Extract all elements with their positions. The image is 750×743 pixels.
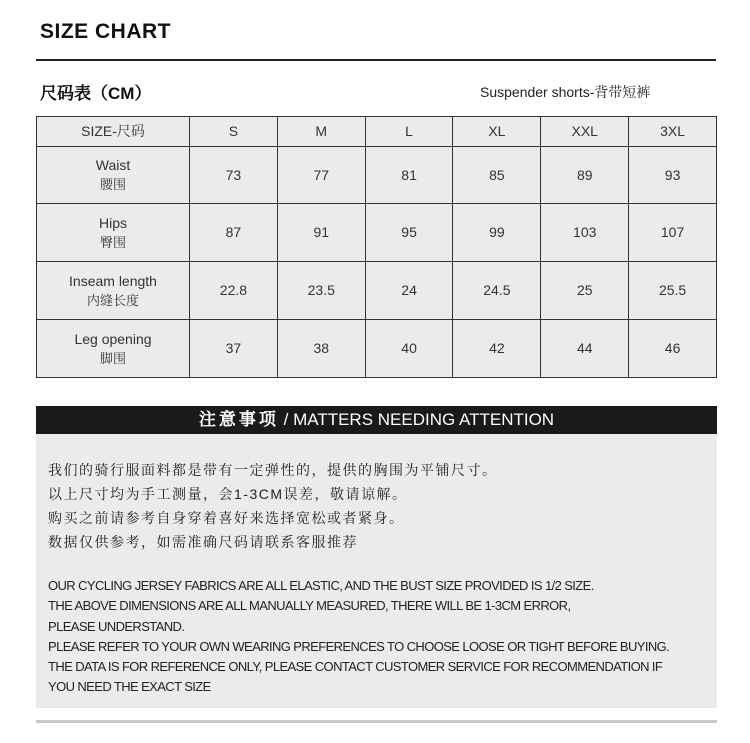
table-cell: 107: [629, 204, 717, 262]
row-label-cell: [37, 146, 190, 204]
table-cell: 25.5: [629, 262, 717, 320]
table-cell: 37: [190, 320, 278, 378]
table-cell: 93: [629, 146, 717, 204]
notice-box: [36, 406, 717, 708]
bottom-divider: [36, 720, 717, 723]
table-row: [37, 320, 717, 378]
notice-en-line: THE ABOVE DIMENSIONS ARE ALL MANUALLY MEASURED, THERE WILL BE 1-3CM ERROR,: [48, 598, 571, 614]
table-cell: 103: [541, 204, 629, 262]
table-cell: 40: [365, 320, 453, 378]
row-label-cell: [37, 262, 190, 320]
notice-cn-line: 购买之前请参考自身穿着喜好来选择宽松或者紧身。: [48, 510, 405, 526]
table-cell: 24: [365, 262, 453, 320]
row-label-cell: [37, 204, 190, 262]
table-cell: 91: [277, 204, 365, 262]
table-row: [37, 262, 717, 320]
page-title: SIZE CHART: [40, 20, 171, 43]
table-cell: 99: [453, 204, 541, 262]
table-cell: 95: [365, 204, 453, 262]
row-label-en: Waist: [95, 157, 131, 174]
notice-title-cn: 注意事项: [198, 410, 279, 429]
table-cell: 42: [453, 320, 541, 378]
table-cell: 22.8: [190, 262, 278, 320]
table-cell: 25: [541, 262, 629, 320]
notice-cn-line: 数据仅供参考，如需准确尺码请联系客服推荐: [48, 534, 358, 550]
size-header-cell: S: [190, 117, 278, 147]
notice-header: [36, 406, 717, 434]
table-cell: 89: [541, 146, 629, 204]
notice-en-line: YOU NEED THE EXACT SIZE: [48, 679, 211, 695]
table-cell: 77: [277, 146, 365, 204]
table-row: [37, 204, 717, 262]
table-header-row: [37, 117, 717, 147]
notice-title-en: / MATTERS NEEDING ATTENTION: [283, 410, 555, 429]
title-divider: [36, 59, 716, 61]
table-cell: 73: [190, 146, 278, 204]
notice-en-line: PLEASE REFER TO YOUR OWN WEARING PREFERENCES TO CHOOSE LOOSE OR TIGHT BEFORE BUYING.: [48, 638, 670, 654]
table-cell: 46: [629, 320, 717, 378]
notice-en-line: OUR CYCLING JERSEY FABRICS ARE ALL ELASTIC, AND THE BUST SIZE PROVIDED IS 1/2 SIZE.: [48, 578, 594, 593]
row-label-cn: 内缝长度: [86, 292, 139, 308]
table-cell: 81: [365, 146, 453, 204]
row-label-cell: [37, 320, 190, 378]
row-label-en: Leg opening: [74, 330, 152, 347]
table-cell: 44: [541, 320, 629, 378]
table-cell: 24.5: [453, 262, 541, 320]
table-cell: 38: [277, 320, 365, 378]
table-corner-cell: SIZE-尺码: [37, 117, 190, 147]
row-label-cn: 腰围: [99, 177, 126, 193]
notice-cn-text: [48, 458, 708, 554]
row-label-en: Hips: [98, 214, 127, 231]
size-header-cell: M: [277, 117, 365, 147]
table-cell: 85: [453, 146, 541, 204]
size-table: [36, 116, 717, 378]
row-label-cn: 脚围: [99, 350, 126, 366]
notice-en-text: [48, 576, 708, 698]
notice-en-line: PLEASE UNDERSTAND.: [48, 618, 185, 634]
notice-en-line: THE DATA IS FOR REFERENCE ONLY, PLEASE CONTACT CUSTOMER SERVICE FOR RECOMMENDATION IF: [48, 659, 663, 675]
row-label-cn: 臀围: [99, 234, 126, 250]
notice-cn-line: 我们的骑行服面料都是带有一定弹性的，提供的胸围为平铺尺寸。: [48, 462, 498, 478]
size-header-cell: L: [365, 117, 453, 147]
size-header-cell: 3XL: [629, 117, 717, 147]
size-header-cell: XXL: [541, 117, 629, 147]
table-cell: 87: [190, 204, 278, 262]
product-name: Suspender shorts-背带短裤: [480, 84, 651, 100]
table-cell: 23.5: [277, 262, 365, 320]
notice-cn-line: 以上尺寸均为手工测量，会1-3CM误差，敬请谅解。: [48, 486, 408, 502]
row-label-en: Inseam length: [69, 272, 157, 289]
table-row: [37, 146, 717, 204]
subtitle-cn: 尺码表（CM）: [40, 84, 152, 103]
size-header-cell: XL: [453, 117, 541, 147]
